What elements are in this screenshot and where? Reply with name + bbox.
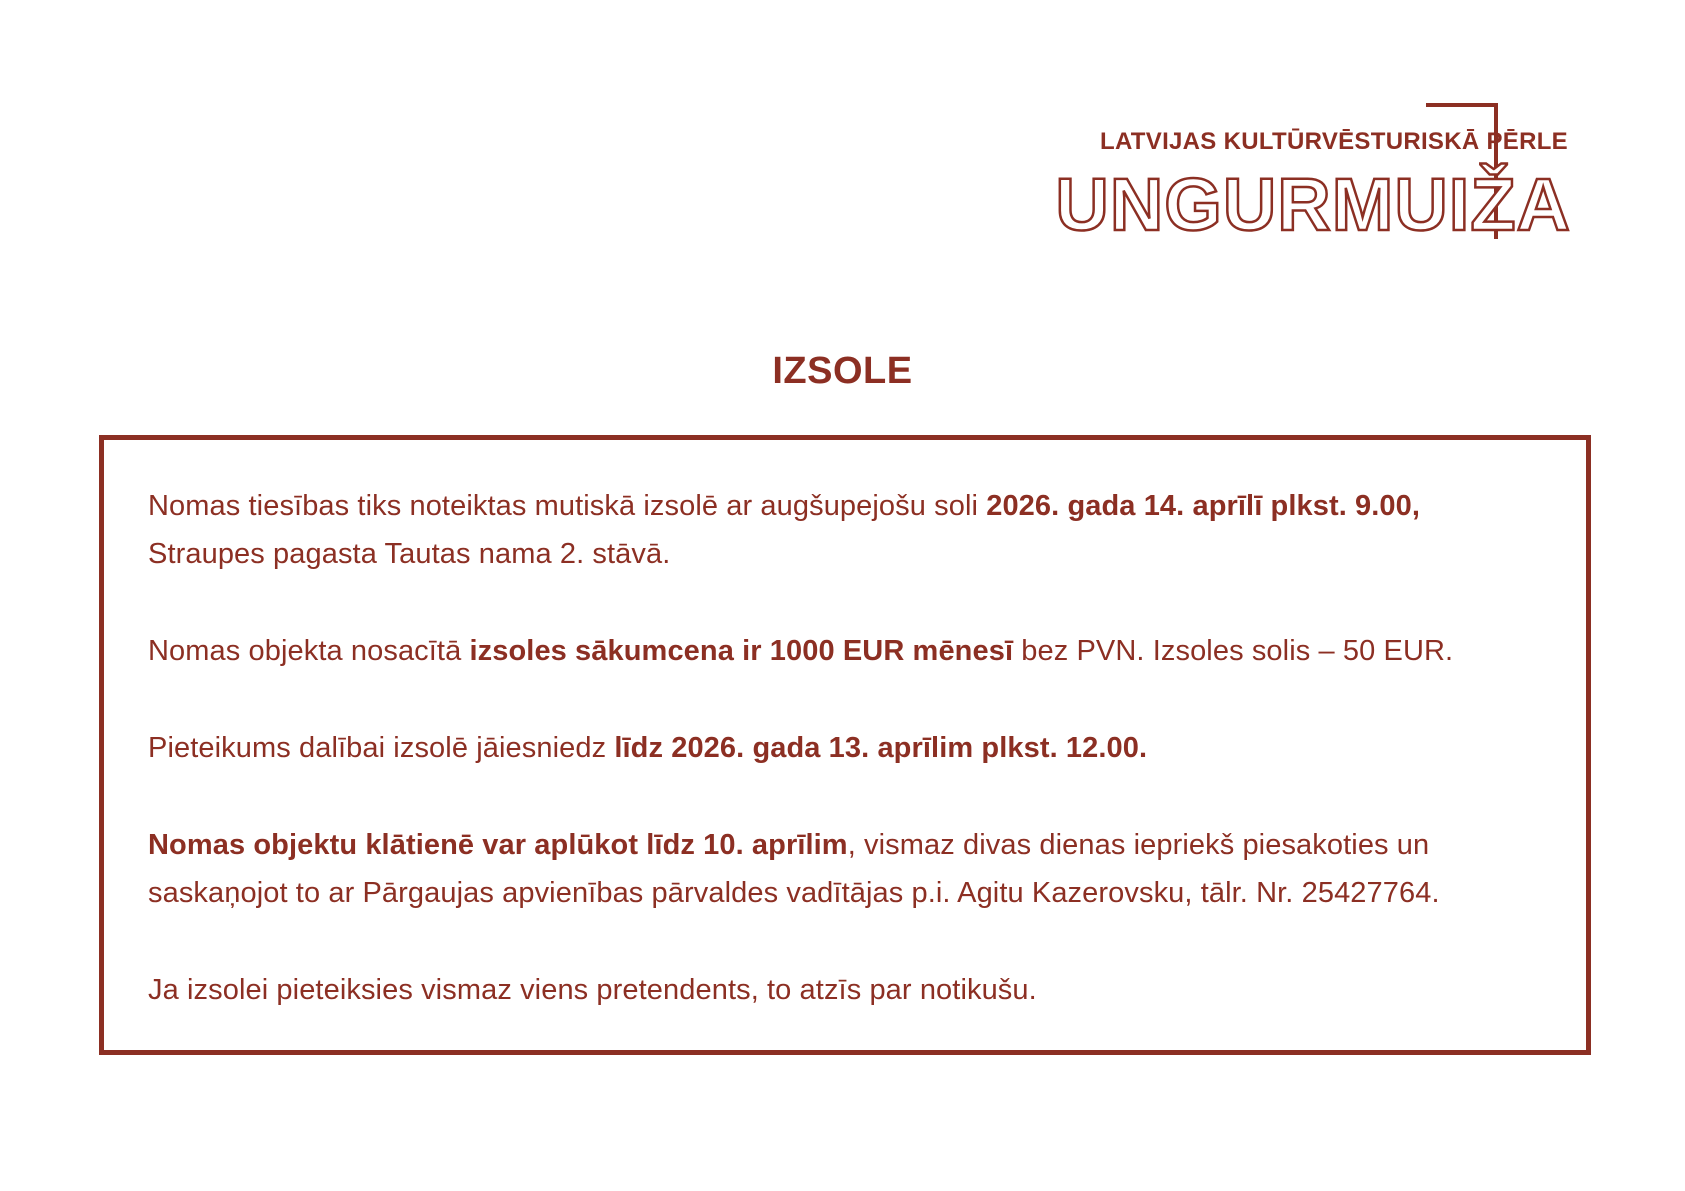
logo-tagline: LATVIJAS KULTŪRVĒSTURISKĀ PĒRLE [1099, 128, 1568, 155]
paragraph-text: Pieteikums dalībai izsolē jāiesniedz [148, 732, 615, 764]
paragraph-starting-price [148, 627, 1542, 675]
paragraph-viewing [148, 821, 1542, 917]
paragraph-text: bez PVN. Izsoles solis – 50 EUR. [1013, 635, 1454, 667]
auction-info-box [99, 435, 1591, 1055]
paragraph-highlight: 2026. gada 14. aprīlī plkst. 9.00, [986, 490, 1421, 522]
paragraph-highlight: izsoles sākumcena ir 1000 EUR mēnesī [469, 635, 1014, 667]
paragraph-text: Ja izsolei pieteiksies vismaz viens pretendents, to atzīs par notikušu. [148, 974, 1037, 1006]
page-title: IZSOLE [772, 350, 913, 392]
paragraph-auction-date [148, 482, 1542, 578]
paragraph-highlight: Nomas objektu klātienē var aplūkot līdz 10. aprīlim [148, 829, 848, 861]
paragraph-text: Nomas objekta nosacītā [148, 635, 470, 667]
paragraph-validity [148, 966, 1542, 1014]
paragraph-text: Straupes pagasta Tautas nama 2. stāvā. [148, 538, 671, 570]
logo-wordmark: UNGURMUIŽA [1055, 163, 1571, 246]
paragraph-text: , vismaz divas dienas iepriekš piesakoties un saskaņojot to ar Pārgaujas apvienības pārvaldes vadītājas p.i. Agitu Kazerovsku, tālr. Nr. 25427764. [148, 829, 1440, 909]
paragraph-text: Nomas tiesības tiks noteiktas mutiskā izsolē ar augšupejošu soli [148, 490, 987, 522]
paragraph-highlight: līdz 2026. gada 13. aprīlim plkst. 12.00. [614, 732, 1148, 764]
paragraph-application-deadline [148, 724, 1542, 772]
